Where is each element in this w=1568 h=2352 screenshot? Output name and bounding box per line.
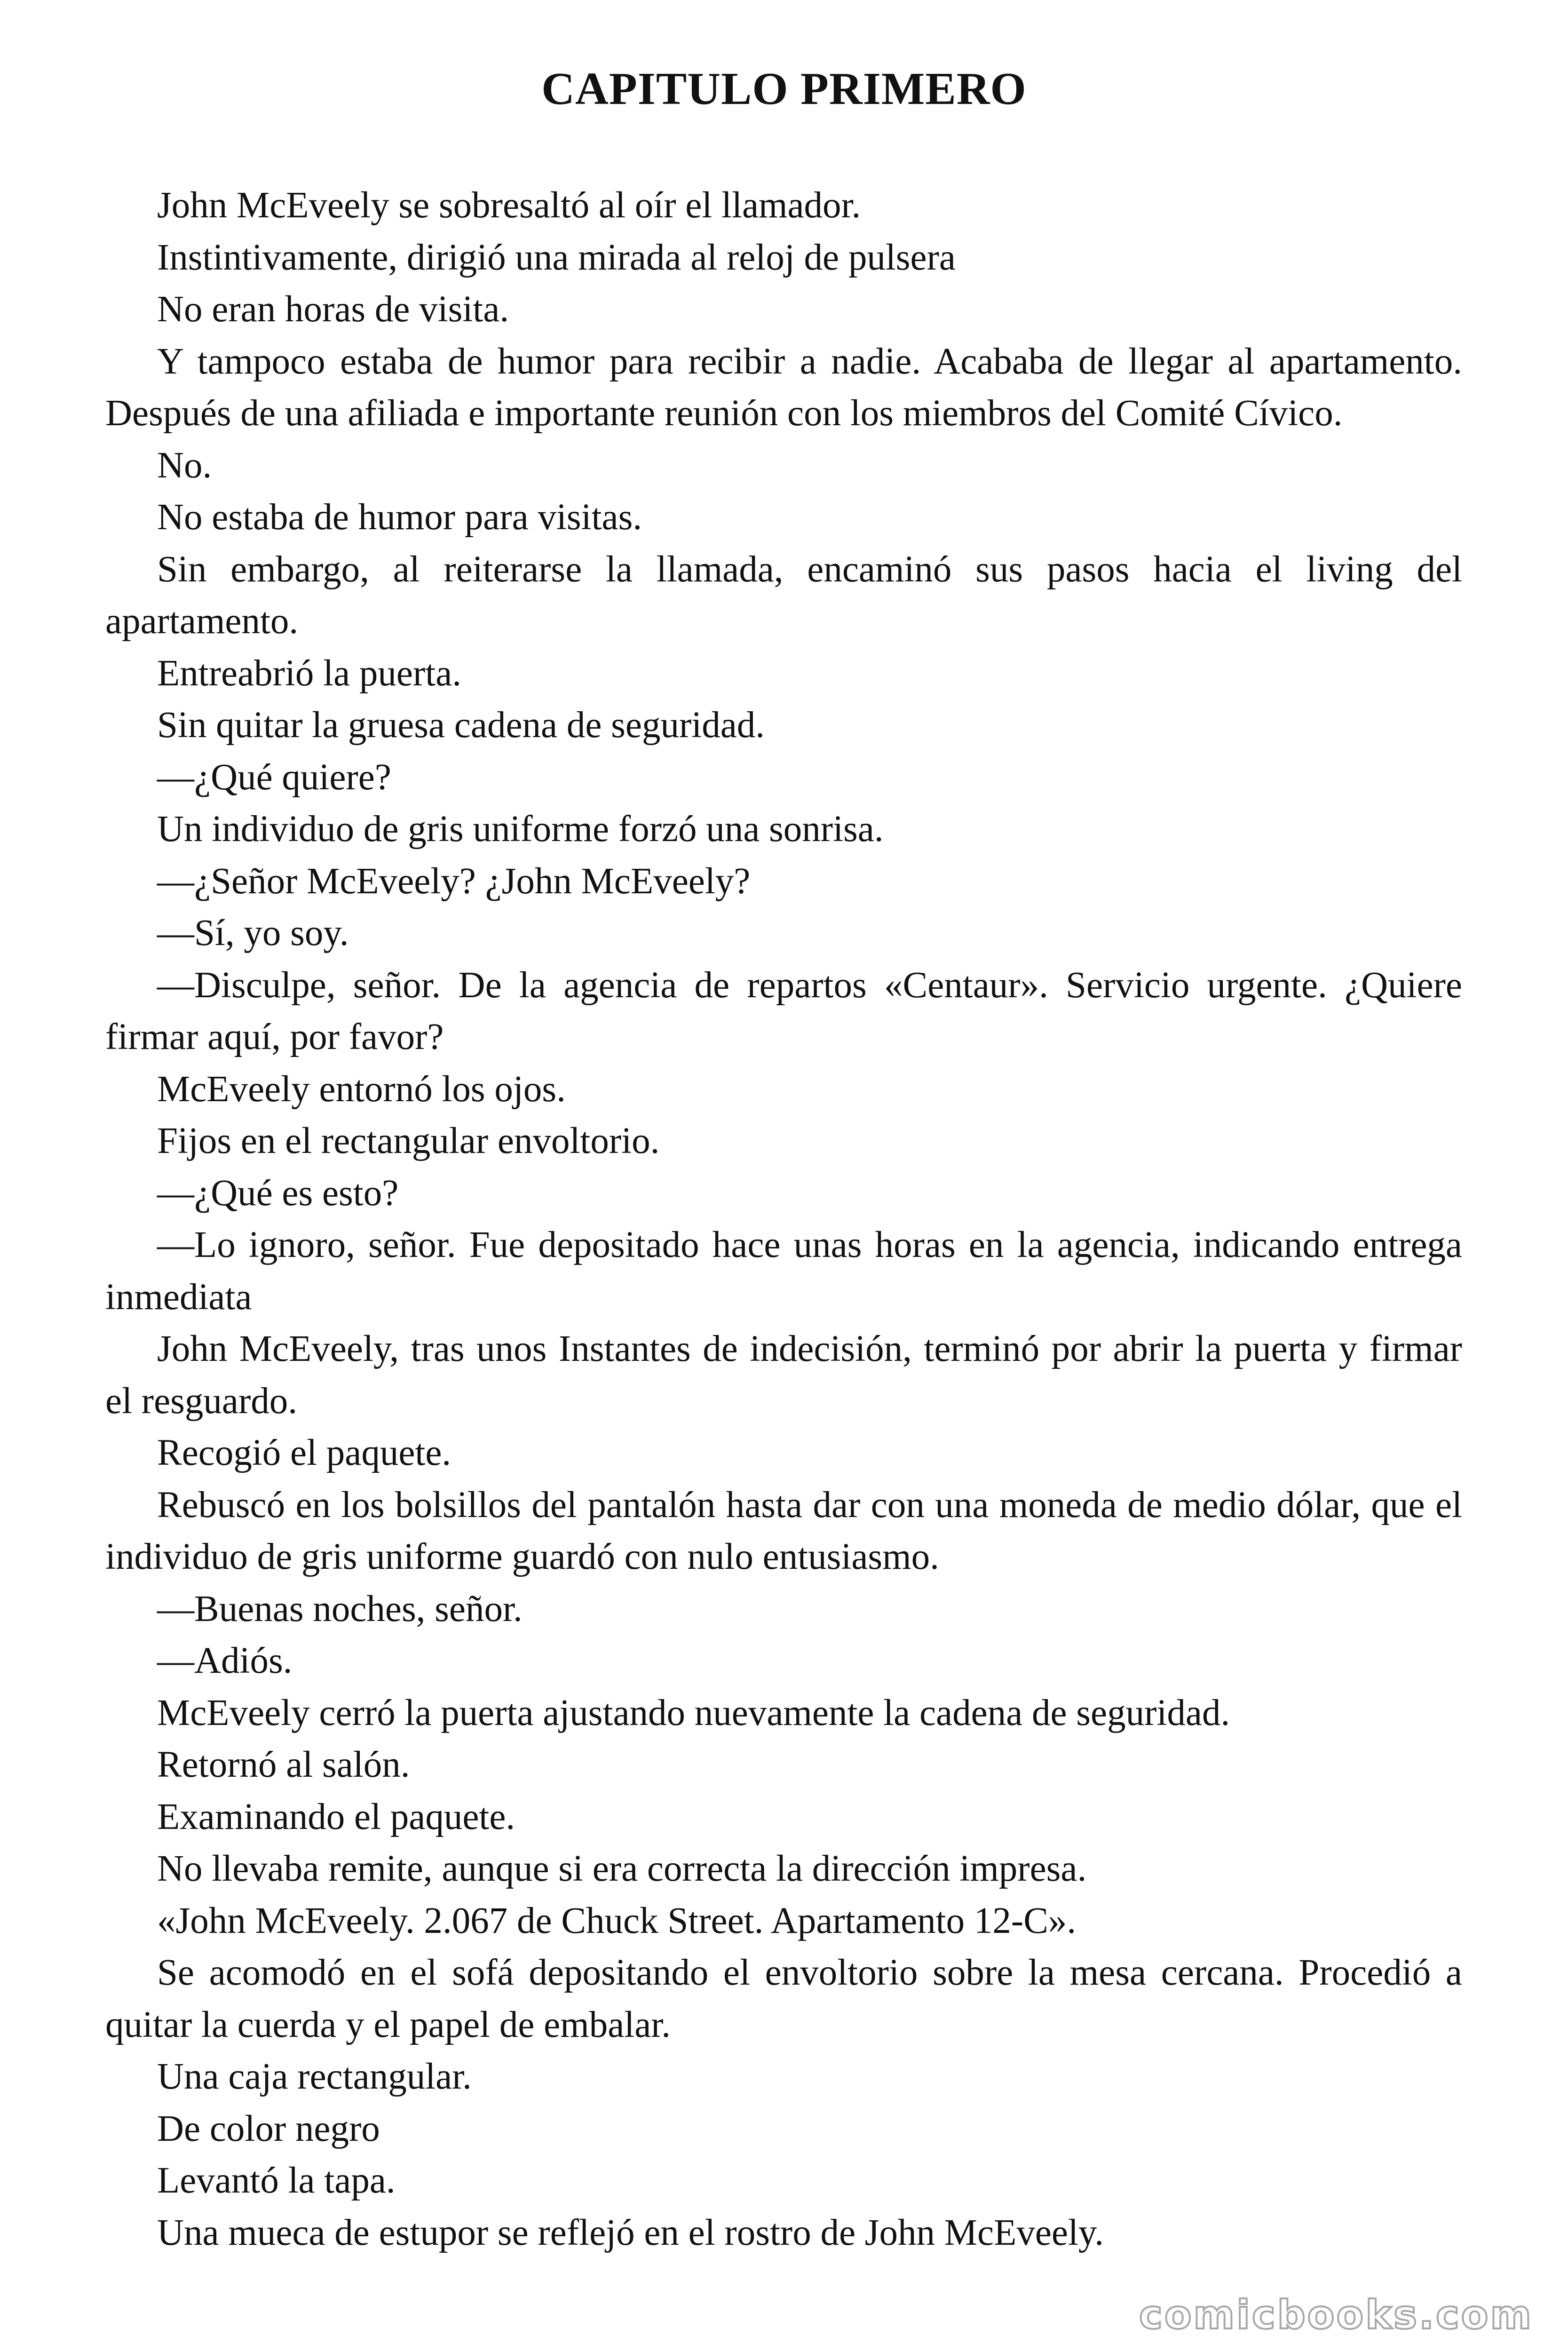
chapter-title: CAPITULO PRIMERO — [541, 64, 1027, 114]
paragraph: Recogió el paquete. — [157, 1432, 451, 1473]
body-text — [105, 180, 1462, 2259]
paragraph: McEveely entornó los ojos. — [157, 1068, 566, 1110]
paragraph: Examinando el paquete. — [157, 1796, 515, 1837]
paragraph: Instintivamente, dirigió una mirada al reloj de pulsera — [157, 237, 956, 278]
paragraph: —¿Qué quiere? — [157, 756, 391, 798]
paragraph: Sin embargo, al reiterarse la llamada, encaminó sus pasos hacia el living del apartamento. — [105, 548, 1462, 642]
paragraph: —¿Señor McEveely? ¿John McEveely? — [157, 860, 751, 902]
paragraph: Se acomodó en el sofá depositando el envoltorio sobre la mesa cercana. Procedió a quitar la cuerda y el papel de embalar. — [105, 1952, 1462, 2045]
paragraph: No eran horas de visita. — [157, 289, 509, 330]
paragraph: Y tampoco estaba de humor para recibir a nadie. Acababa de llegar al apartamento. Después de una afiliada e importante reunión con los miembros del Comité Cívico. — [105, 341, 1462, 434]
paragraph: —Sí, yo soy. — [157, 913, 349, 954]
paragraph: Fijos en el rectangular envoltorio. — [157, 1120, 660, 1161]
paragraph: Un individuo de gris uniforme forzó una sonrisa. — [157, 809, 884, 850]
paragraph: No. — [157, 445, 212, 486]
paragraph: No estaba de humor para visitas. — [157, 497, 642, 538]
paragraph: McEveely cerró la puerta ajustando nuevamente la cadena de seguridad. — [157, 1692, 1230, 1733]
paragraph: —Buenas noches, señor. — [157, 1588, 523, 1629]
paragraph: —¿Qué es esto? — [157, 1172, 399, 1214]
paragraph: Entreabrió la puerta. — [157, 652, 462, 694]
paragraph: —Lo ignoro, señor. Fue depositado hace unas horas en la agencia, indicando entrega inmediata — [105, 1224, 1462, 1318]
paragraph: —Adiós. — [157, 1640, 293, 1681]
paragraph: —Disculpe, señor. De la agencia de repartos «Centaur». Servicio urgente. ¿Quiere firmar aquí, por favor? — [105, 964, 1462, 1057]
paragraph: John McEveely se sobresaltó al oír el llamador. — [157, 185, 861, 226]
paragraph: Una caja rectangular. — [157, 2056, 472, 2097]
paragraph: Levantó la tapa. — [157, 2160, 396, 2201]
paragraph: John McEveely, tras unos Instantes de indecisión, terminó por abrir la puerta y firmar el resguardo. — [105, 1328, 1462, 1422]
watermark: comicbooks.com — [1139, 2292, 1533, 2338]
paragraph: Sin quitar la gruesa cadena de seguridad. — [157, 705, 765, 746]
paragraph: Retornó al salón. — [157, 1744, 410, 1785]
paragraph: Rebuscó en los bolsillos del pantalón hasta dar con una moneda de medio dólar, que el individuo de gris uniforme guardó con nulo entusiasmo. — [105, 1484, 1462, 1577]
paragraph: De color negro — [157, 2108, 380, 2149]
paragraph: No llevaba remite, aunque si era correcta la dirección impresa. — [157, 1848, 1087, 1889]
paragraph: Una mueca de estupor se reflejó en el rostro de John McEveely. — [157, 2212, 1104, 2253]
paragraph: «John McEveely. 2.067 de Chuck Street. Apartamento 12-C». — [157, 1900, 1077, 1941]
